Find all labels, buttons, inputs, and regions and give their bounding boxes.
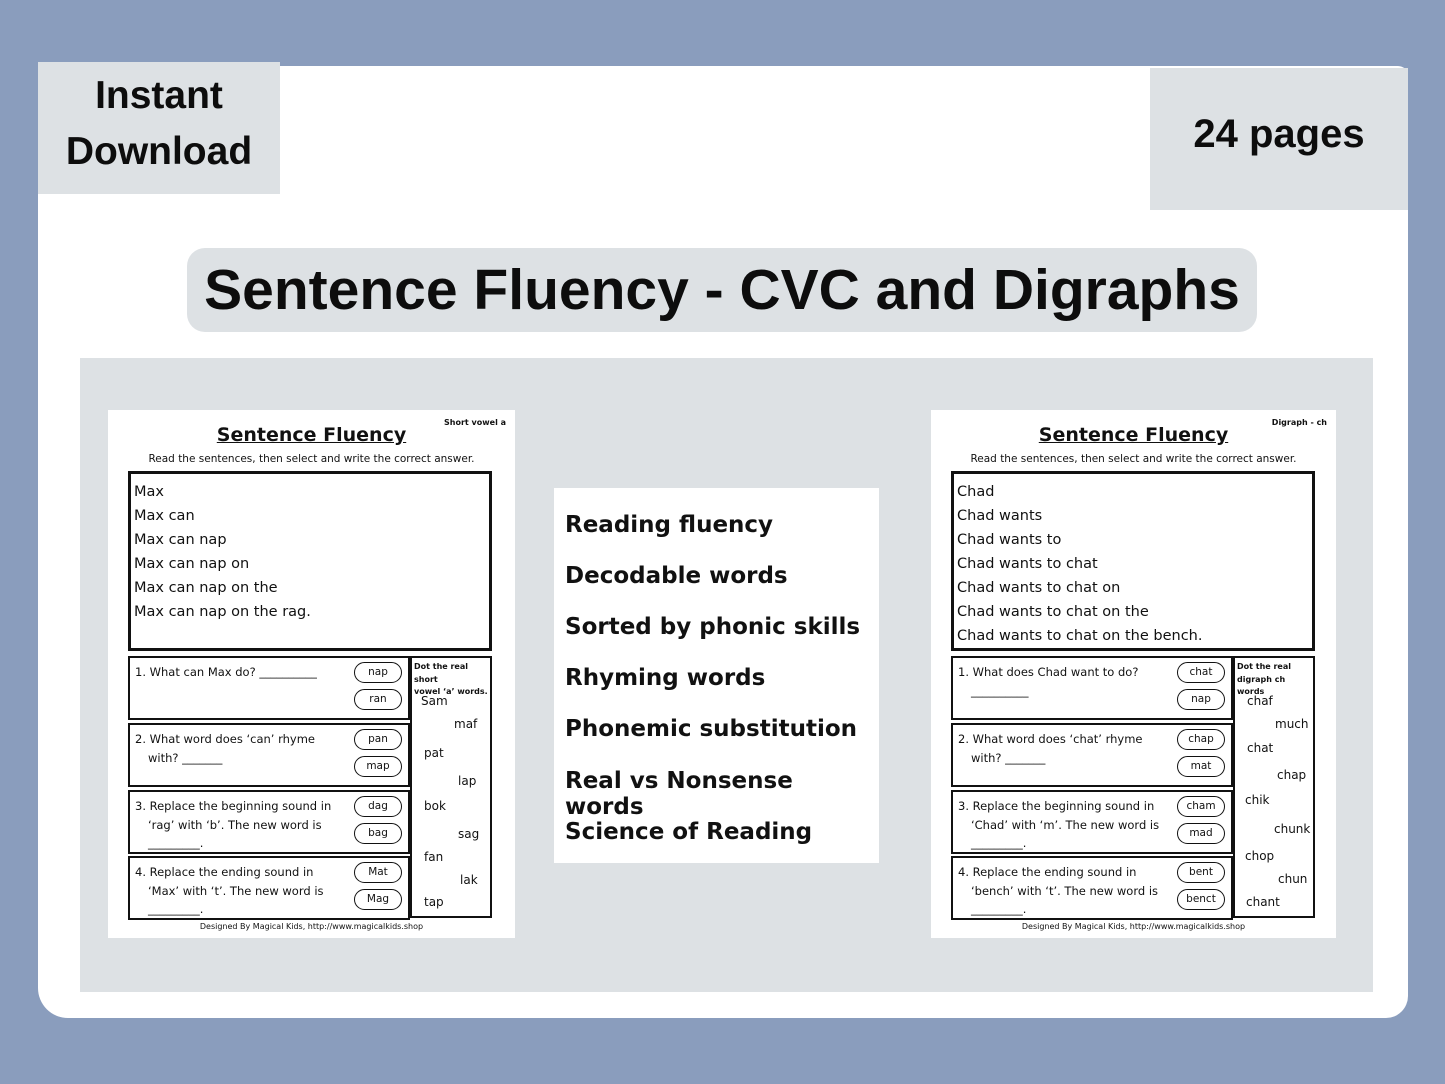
question-box-2 <box>951 723 1233 787</box>
answer-option: benct <box>1177 889 1225 910</box>
sentence-box <box>951 471 1315 651</box>
word-box-heading-line: Dot the real <box>1237 662 1291 671</box>
question-box-1 <box>951 656 1233 720</box>
sentence-box <box>128 471 492 651</box>
word-item: Sam <box>421 694 448 708</box>
word-item: chant <box>1246 895 1280 909</box>
answer-option: Mat <box>354 862 402 883</box>
worksheet-instruction: Read the sentences, then select and write the correct answer. <box>970 453 1297 465</box>
word-item: maf <box>454 717 478 731</box>
answer-option: bag <box>354 823 402 844</box>
word-item: chik <box>1245 793 1270 807</box>
word-item: chunk <box>1274 822 1311 836</box>
worksheet-footer: Designed By Magical Kids, http://www.magicalkids.shop <box>1021 922 1246 931</box>
answer-option: pan <box>354 729 402 750</box>
sentence-line: Chad wants <box>957 508 1043 524</box>
worksheet-title: Sentence Fluency <box>216 424 407 446</box>
word-item: chop <box>1245 849 1275 863</box>
feature-item: Reading fluency <box>565 512 774 538</box>
sentence-line: Chad wants to chat on the <box>957 604 1149 620</box>
question-box-1 <box>128 656 410 720</box>
answer-option: chap <box>1177 729 1225 750</box>
instant-label: Instant <box>95 74 223 117</box>
sentence-line: Chad wants to chat on <box>957 580 1121 596</box>
answer-option: chat <box>1177 662 1225 683</box>
feature-list <box>554 488 879 863</box>
question-text: 4. Replace the ending sound in ‘bench’ with ‘t’. The new word is _________. <box>958 865 1159 916</box>
worksheet-tag: Short vowel a <box>444 418 506 427</box>
sentence-line: Max can nap on the rag. <box>134 604 311 620</box>
question-box-4 <box>128 856 410 920</box>
worksheet-tag: Digraph - ch <box>1271 418 1327 427</box>
question-text: 1. What does Chad want to do? __________ <box>958 665 1139 698</box>
word-item: pat <box>424 746 444 760</box>
sentence-line: Chad wants to chat <box>957 556 1098 572</box>
worksheet-digraph-ch <box>931 410 1336 938</box>
word-box-heading-line: digraph ch words <box>1237 674 1286 696</box>
question-text: 3. Replace the beginning sound in ‘rag’ with ‘b’. The new word is _________. <box>135 799 332 850</box>
word-item: much <box>1275 717 1309 731</box>
page-count-badge: 24 pages <box>1150 68 1408 210</box>
sentence-line: Max can nap on the <box>134 580 278 596</box>
word-item: chun <box>1278 872 1308 886</box>
download-label: Download <box>65 130 253 173</box>
sentence-line: Max can <box>134 508 195 524</box>
feature-item: Real vs Nonsense words <box>565 768 793 820</box>
question-text: 2. What word does ‘chat’ rhyme with? _______ <box>958 732 1143 765</box>
answer-option: map <box>354 756 402 777</box>
word-item: chap <box>1277 768 1307 782</box>
word-item: lap <box>458 774 477 788</box>
answer-option: nap <box>1177 689 1225 710</box>
sentence-line: Max can nap on <box>134 556 250 572</box>
word-item: fan <box>424 850 444 864</box>
sentence-line: Chad <box>957 484 995 500</box>
word-item: chat <box>1247 741 1274 755</box>
word-item: bok <box>424 799 446 813</box>
worksheet-footer: Designed By Magical Kids, http://www.magicalkids.shop <box>199 922 424 931</box>
sentence-line: Chad wants to <box>957 532 1062 548</box>
answer-option: Mag <box>354 889 402 910</box>
question-box-3 <box>951 790 1233 854</box>
answer-option: cham <box>1177 796 1225 817</box>
answer-option: ran <box>354 689 402 710</box>
question-text: 4. Replace the ending sound in ‘Max’ with ‘t’. The new word is _________. <box>135 865 324 916</box>
word-item: tap <box>424 895 444 909</box>
question-text: 2. What word does ‘can’ rhyme with? _______ <box>135 732 316 765</box>
answer-option: bent <box>1177 862 1225 883</box>
worksheet-title: Sentence Fluency <box>1038 424 1229 446</box>
word-item: lak <box>460 873 478 887</box>
answer-option: dag <box>354 796 402 817</box>
product-title: Sentence Fluency - CVC and Digraphs <box>187 248 1257 332</box>
feature-item: Phonemic substitution <box>565 716 858 742</box>
word-box-heading-line: Dot the real short <box>414 662 468 684</box>
word-box-heading <box>1237 661 1313 699</box>
sentence-line: Chad wants to chat on the bench. <box>957 628 1203 644</box>
word-sort-box <box>410 656 492 918</box>
sentence-line: Max can nap <box>134 532 227 548</box>
feature-item: Science of Reading <box>565 819 813 845</box>
answer-option: mat <box>1177 756 1225 777</box>
feature-item: Decodable words <box>565 563 788 589</box>
worksheet-short-vowel-a <box>108 410 515 938</box>
question-box-2 <box>128 723 410 787</box>
word-item: sag <box>458 827 480 841</box>
word-box-heading-line: vowel ‘a’ words. <box>414 687 488 696</box>
question-text: 1. What can Max do? __________ <box>135 665 317 679</box>
question-text: 3. Replace the beginning sound in ‘Chad’ with ‘m’. The new word is _________. <box>958 799 1160 850</box>
word-item: chaf <box>1247 694 1273 708</box>
question-box-4 <box>951 856 1233 920</box>
question-box-3 <box>128 790 410 854</box>
word-box-heading <box>414 661 490 699</box>
answer-option: mad <box>1177 823 1225 844</box>
instant-download-badge <box>38 62 280 194</box>
word-sort-box <box>1233 656 1315 918</box>
worksheet-instruction: Read the sentences, then select and write the correct answer. <box>148 453 475 465</box>
feature-item: Sorted by phonic skills <box>565 614 861 640</box>
feature-item: Rhyming words <box>565 665 766 691</box>
sentence-line: Max <box>134 484 164 500</box>
answer-option: nap <box>354 662 402 683</box>
